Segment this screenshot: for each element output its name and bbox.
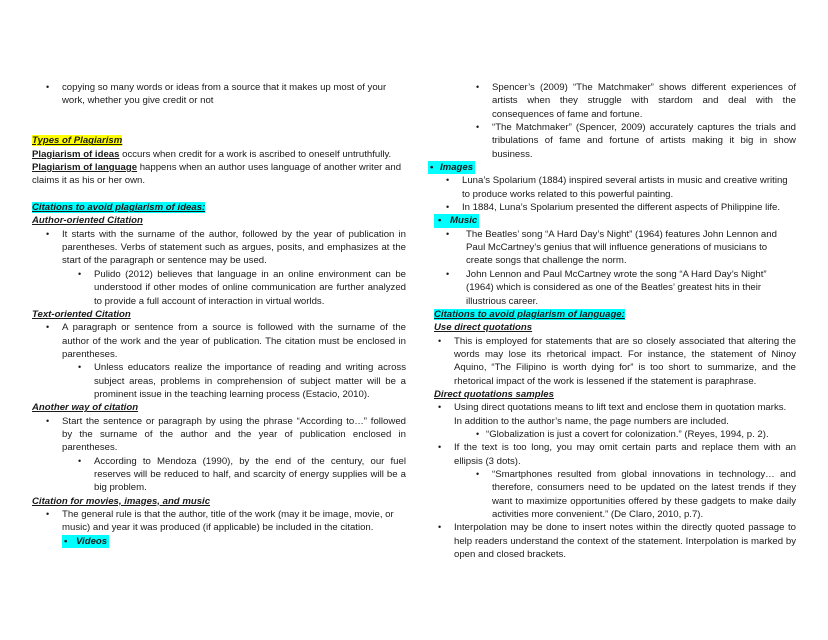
list-item: • Spencer’s (2009) “The Matchmaker” shows different experiences of artists when they struggle with stardom and deal with the consequences of fame and fortune. bbox=[434, 81, 796, 121]
list-item: • The Beatles’ song “A Hard Day’s Night” (1964) features John Lennon and Paul McCartney’s genius that will influence generations of musicians to create songs that challenge the norm. bbox=[434, 228, 796, 268]
direct-heading: Use direct quotations bbox=[434, 322, 533, 334]
list-item: • Luna’s Spolarium (1884) inspired several artists in music and creative writing to produce works related to this powerful painting. bbox=[434, 174, 796, 201]
music-label: • Music bbox=[434, 214, 479, 227]
language-definition: Plagiarism of language happens when an author uses language of another writer and claims it as his or her own. bbox=[32, 162, 402, 187]
samples-heading: Direct quotations samples bbox=[434, 388, 554, 400]
ideas-definition: Plagiarism of ideas occurs when credit for a work is ascribed to oneself untruthfully. bbox=[32, 148, 392, 160]
list-item: • The general rule is that the author, title of the work (may it be image, movie, or music) and year it was produced (if applicable) be included in the citation. bbox=[32, 508, 406, 535]
list-item: • It starts with the surname of the author, followed by the year of publication in parentheses. Verbs of statement such as argues, posits, and emphasizes at the start of the paragraph or sentence may be used. bbox=[32, 228, 406, 268]
list-item: • John Lennon and Paul McCartney wrote the song “A Hard Day’s Night” (1964) which is considered as one of the Beatles’ greatest hits in their illustrious career. bbox=[434, 268, 796, 308]
list-item: • This is employed for statements that are so closely associated that altering the words may lose its rhetorical impact. For instance, the statement of Ninoy Aquino, “The Filipino is worth dying for” is too short to summarize, and the rhetorical impact of the work is lessened if the statement is paraphrase. bbox=[434, 335, 796, 388]
list-item: • “The Matchmaker” (Spencer, 2009) accurately captures the trials and tribulations of fame and fortune of artists making it big in show business. bbox=[434, 121, 796, 161]
videos-label: • Videos bbox=[64, 535, 108, 547]
list-item: • If the text is too long, you may omit certain parts and replace them with an ellipsis (3 dots). bbox=[434, 441, 796, 468]
list-item: • Interpolation may be done to insert notes within the directly quoted passage to help readers understand the context of the statement. Interpolation is marked by open and closed brackets. bbox=[434, 521, 796, 561]
list-item: • “Smartphones resulted from global innovations in technology… and therefore, consumers need to be updated on the latest trends if they want to maximize opportunities offered by these gadgets to make daily activities more convenient.” (De Claro, 2010, p.7). bbox=[434, 468, 796, 521]
list-item: • In 1884, Luna’s Spolarium presented the different aspects of Philippine life. bbox=[434, 201, 796, 214]
list-item: • “Globalization is just a covert for colonization.” (Reyes, 1994, p. 2). bbox=[434, 428, 796, 441]
list-item: • Using direct quotations means to lift text and enclose them in quotation marks. In addition to the author’s name, the page numbers are included. bbox=[434, 401, 796, 428]
images-label: • Images bbox=[430, 162, 474, 174]
citations-language-heading: Citations to avoid plagiarism of language: bbox=[434, 308, 625, 320]
text-heading: Text-oriented Citation bbox=[32, 308, 131, 320]
list-item: • Start the sentence or paragraph by using the phrase “According to…” followed by the surname of the author and the year of publication enclosed in parentheses. bbox=[32, 415, 406, 455]
another-heading: Another way of citation bbox=[32, 402, 139, 414]
left-column bbox=[32, 81, 406, 548]
citations-ideas-heading: Citations to avoid plagiarism of ideas: bbox=[32, 202, 206, 214]
author-heading: Author-oriented Citation bbox=[32, 215, 143, 227]
list-item: • Pulido (2012) believes that language in an online environment can be understood if other modes of online communication are further analyzed to provide a full account of interaction in virtual worlds. bbox=[32, 268, 406, 308]
list-item: • copying so many words or ideas from a source that it makes up most of your work, whether you give credit or not bbox=[32, 81, 406, 108]
list-item: • According to Mendoza (1990), by the end of the century, our fuel reserves will be reduced to half, and scarcity of energy supplies will be a big problem. bbox=[32, 455, 406, 495]
list-item: • Unless educators realize the importance of reading and writing across subject areas, problems in comprehension of subject matter will be a prominent issue in the teaching learning process (Estacio, 2010). bbox=[32, 361, 406, 401]
right-column bbox=[430, 81, 796, 561]
list-item: • A paragraph or sentence from a source is followed with the surname of the author of the work and the year of publication. The citation must be enclosed in parentheses. bbox=[32, 321, 406, 361]
types-heading: Types of Plagiarism bbox=[32, 135, 123, 147]
media-heading: Citation for movies, images, and music bbox=[32, 495, 211, 507]
